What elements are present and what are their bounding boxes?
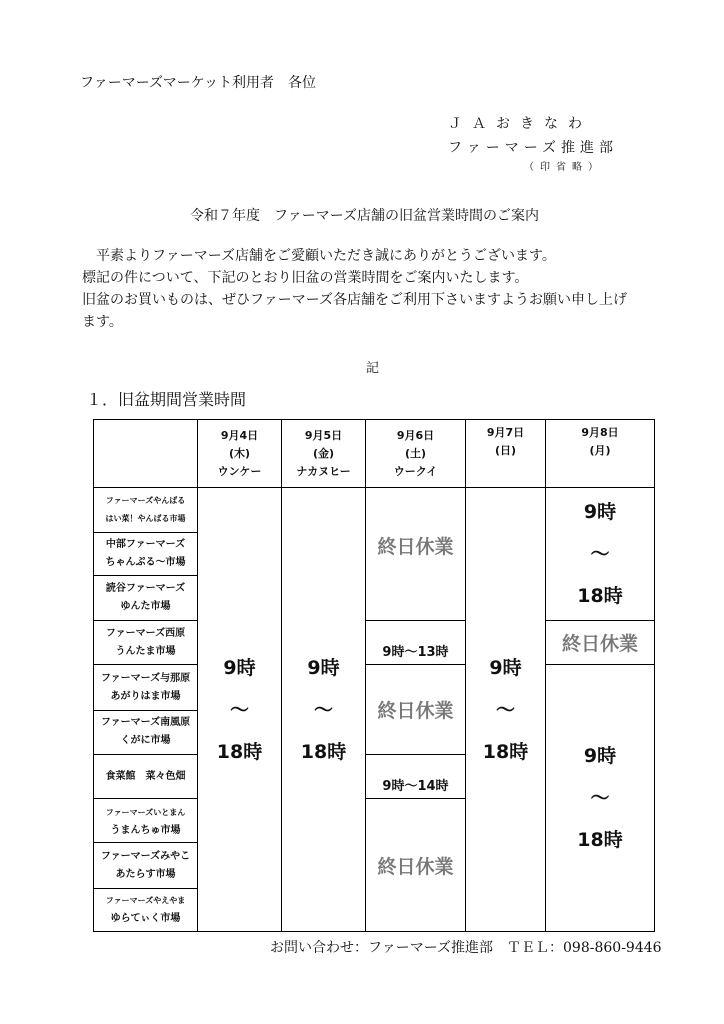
- store-cell: [94, 575, 198, 620]
- store-name-line1: ファーマーズやんばる: [105, 496, 186, 506]
- store-cell: [94, 754, 198, 798]
- col-name: ウンケー: [217, 464, 262, 478]
- wave-dash: ～: [229, 698, 249, 721]
- store-cell: [94, 488, 198, 532]
- col-date: 9月5日: [304, 428, 343, 442]
- hours-cell-0908-open: [546, 488, 655, 621]
- hours-cell-0906-partial: [366, 754, 466, 798]
- table-row: [94, 665, 655, 710]
- col-weekday: (土): [404, 446, 427, 460]
- store-name-line1: 読谷ファーマーズ: [105, 583, 186, 595]
- open-time: 9時: [307, 656, 340, 679]
- hours-cell-0906-closed: [366, 665, 466, 755]
- col-weekday: (月): [589, 444, 611, 457]
- sender-org: ＪＡおきなわ: [448, 116, 592, 132]
- col-header-0907: [466, 420, 546, 488]
- store-name-line1: ファーマーズいとまん: [105, 808, 186, 818]
- close-time: 18時: [216, 740, 263, 763]
- store-name-line1: 中部ファーマーズ: [105, 538, 186, 550]
- col-date: 9月7日: [486, 426, 525, 439]
- body-line: ます。: [82, 314, 123, 330]
- store-name-line2: あたらす市場: [115, 868, 176, 880]
- closed-label: 終日休業: [377, 855, 454, 878]
- hours-cell-0907: [466, 488, 546, 932]
- col-name: ナカヌヒー: [296, 464, 351, 478]
- body-text: [82, 245, 627, 333]
- sender-dept: ファーマーズ推進部: [448, 140, 619, 156]
- store-cell: [94, 665, 198, 710]
- hours-cell-0908-closed: [546, 621, 655, 665]
- store-name-line2: ゆんた市場: [120, 601, 171, 613]
- store-name-line1: ファーマーズ与那原: [100, 672, 191, 684]
- body-line: 平素よりファーマーズ店舗をご愛顧いただき誠にありがとうございます。: [82, 248, 556, 264]
- close-time: 18時: [300, 740, 347, 763]
- wave-dash: ～: [590, 787, 610, 810]
- closed-label: 終日休業: [561, 633, 638, 656]
- store-cell: [94, 888, 198, 931]
- open-time: 9時: [223, 656, 256, 679]
- wave-dash: ～: [590, 543, 610, 566]
- close-time: 18時: [482, 740, 529, 763]
- body-line: 標記の件について、下記のとおり旧盆の営業時間をご案内いたします。: [82, 270, 529, 286]
- store-name-line1: ファーマーズ南風原: [100, 717, 191, 729]
- hours-cell-0906-closed: [366, 799, 466, 932]
- store-name-line1: 食菜館 菜々色畑: [105, 770, 186, 782]
- hours-cell-0906-closed: [366, 488, 466, 621]
- col-weekday: (金): [312, 446, 335, 460]
- table-row: [94, 488, 655, 532]
- col-header-0908: [546, 420, 655, 488]
- col-header-0905: [282, 420, 366, 488]
- col-header-0904: [198, 420, 282, 488]
- store-name-line1: ファーマーズやえやま: [105, 895, 186, 905]
- header-row: [94, 420, 655, 488]
- closed-label: 終日休業: [377, 700, 454, 723]
- store-cell: [94, 710, 198, 754]
- hours-cell-0904: [198, 488, 282, 932]
- col-weekday: (日): [494, 444, 517, 457]
- wave-dash: ～: [495, 698, 515, 721]
- hours-cell-0906-partial: [366, 621, 466, 665]
- col-date: 9月6日: [396, 428, 435, 442]
- col-name: ウークイ: [393, 464, 438, 478]
- col-weekday: (木): [228, 446, 251, 460]
- col-header-0906: [366, 420, 466, 488]
- partial-hours: 9時～13時: [382, 645, 449, 661]
- close-time: 18時: [577, 585, 623, 608]
- hours-cell-0905: [282, 488, 366, 932]
- partial-hours: 9時～14時: [382, 779, 449, 795]
- col-date: 9月8日: [581, 426, 619, 439]
- store-name-line2: くがに市場: [120, 735, 171, 747]
- hours-table: [93, 419, 655, 932]
- store-name-line2: あがりはま市場: [110, 690, 181, 702]
- contact-line: お問い合わせ：ファーマーズ推進部 ＴＥＬ：098-860-9446: [270, 940, 662, 956]
- store-name-line1: ファーマーズ西原: [105, 627, 186, 639]
- open-time: 9時: [583, 745, 617, 768]
- recipient-line: ファーマーズマーケット利用者 各位: [80, 75, 317, 91]
- section-title: １．旧盆期間営業時間: [86, 390, 247, 409]
- body-line: 旧盆のお買いものは、ぜひファーマーズ各店舗をご利用下さいますようお願い申し上げ: [82, 292, 628, 308]
- store-name-line2: ちゃんぷる～市場: [105, 556, 186, 568]
- store-cell: [94, 532, 198, 575]
- open-time: 9時: [489, 656, 522, 679]
- close-time: 18時: [577, 829, 623, 852]
- corner-cell: [94, 420, 198, 488]
- table-row: [94, 621, 655, 665]
- closed-label: 終日休業: [377, 536, 454, 559]
- store-name-line1: ファーマーズみやこ: [100, 850, 191, 862]
- store-name-line2: ゆらてぃく市場: [110, 912, 181, 924]
- store-cell: [94, 799, 198, 843]
- seal-omitted-note: （印省略）: [524, 162, 604, 173]
- col-date: 9月4日: [220, 428, 259, 442]
- open-time: 9時: [583, 501, 617, 524]
- store-name-line2: うまんちゅ市場: [110, 825, 181, 837]
- ki-heading: 記: [366, 361, 380, 376]
- store-name-line2: うんたま市場: [115, 645, 176, 657]
- store-name-line2: はい菜！やんばる市場: [105, 514, 186, 524]
- document-title: 令和７年度 ファーマーズ店舗の旧盆営業時間のご案内: [190, 208, 540, 224]
- store-cell: [94, 843, 198, 888]
- hours-cell-0908-open: [546, 665, 655, 932]
- store-cell: [94, 621, 198, 665]
- wave-dash: ～: [313, 698, 333, 721]
